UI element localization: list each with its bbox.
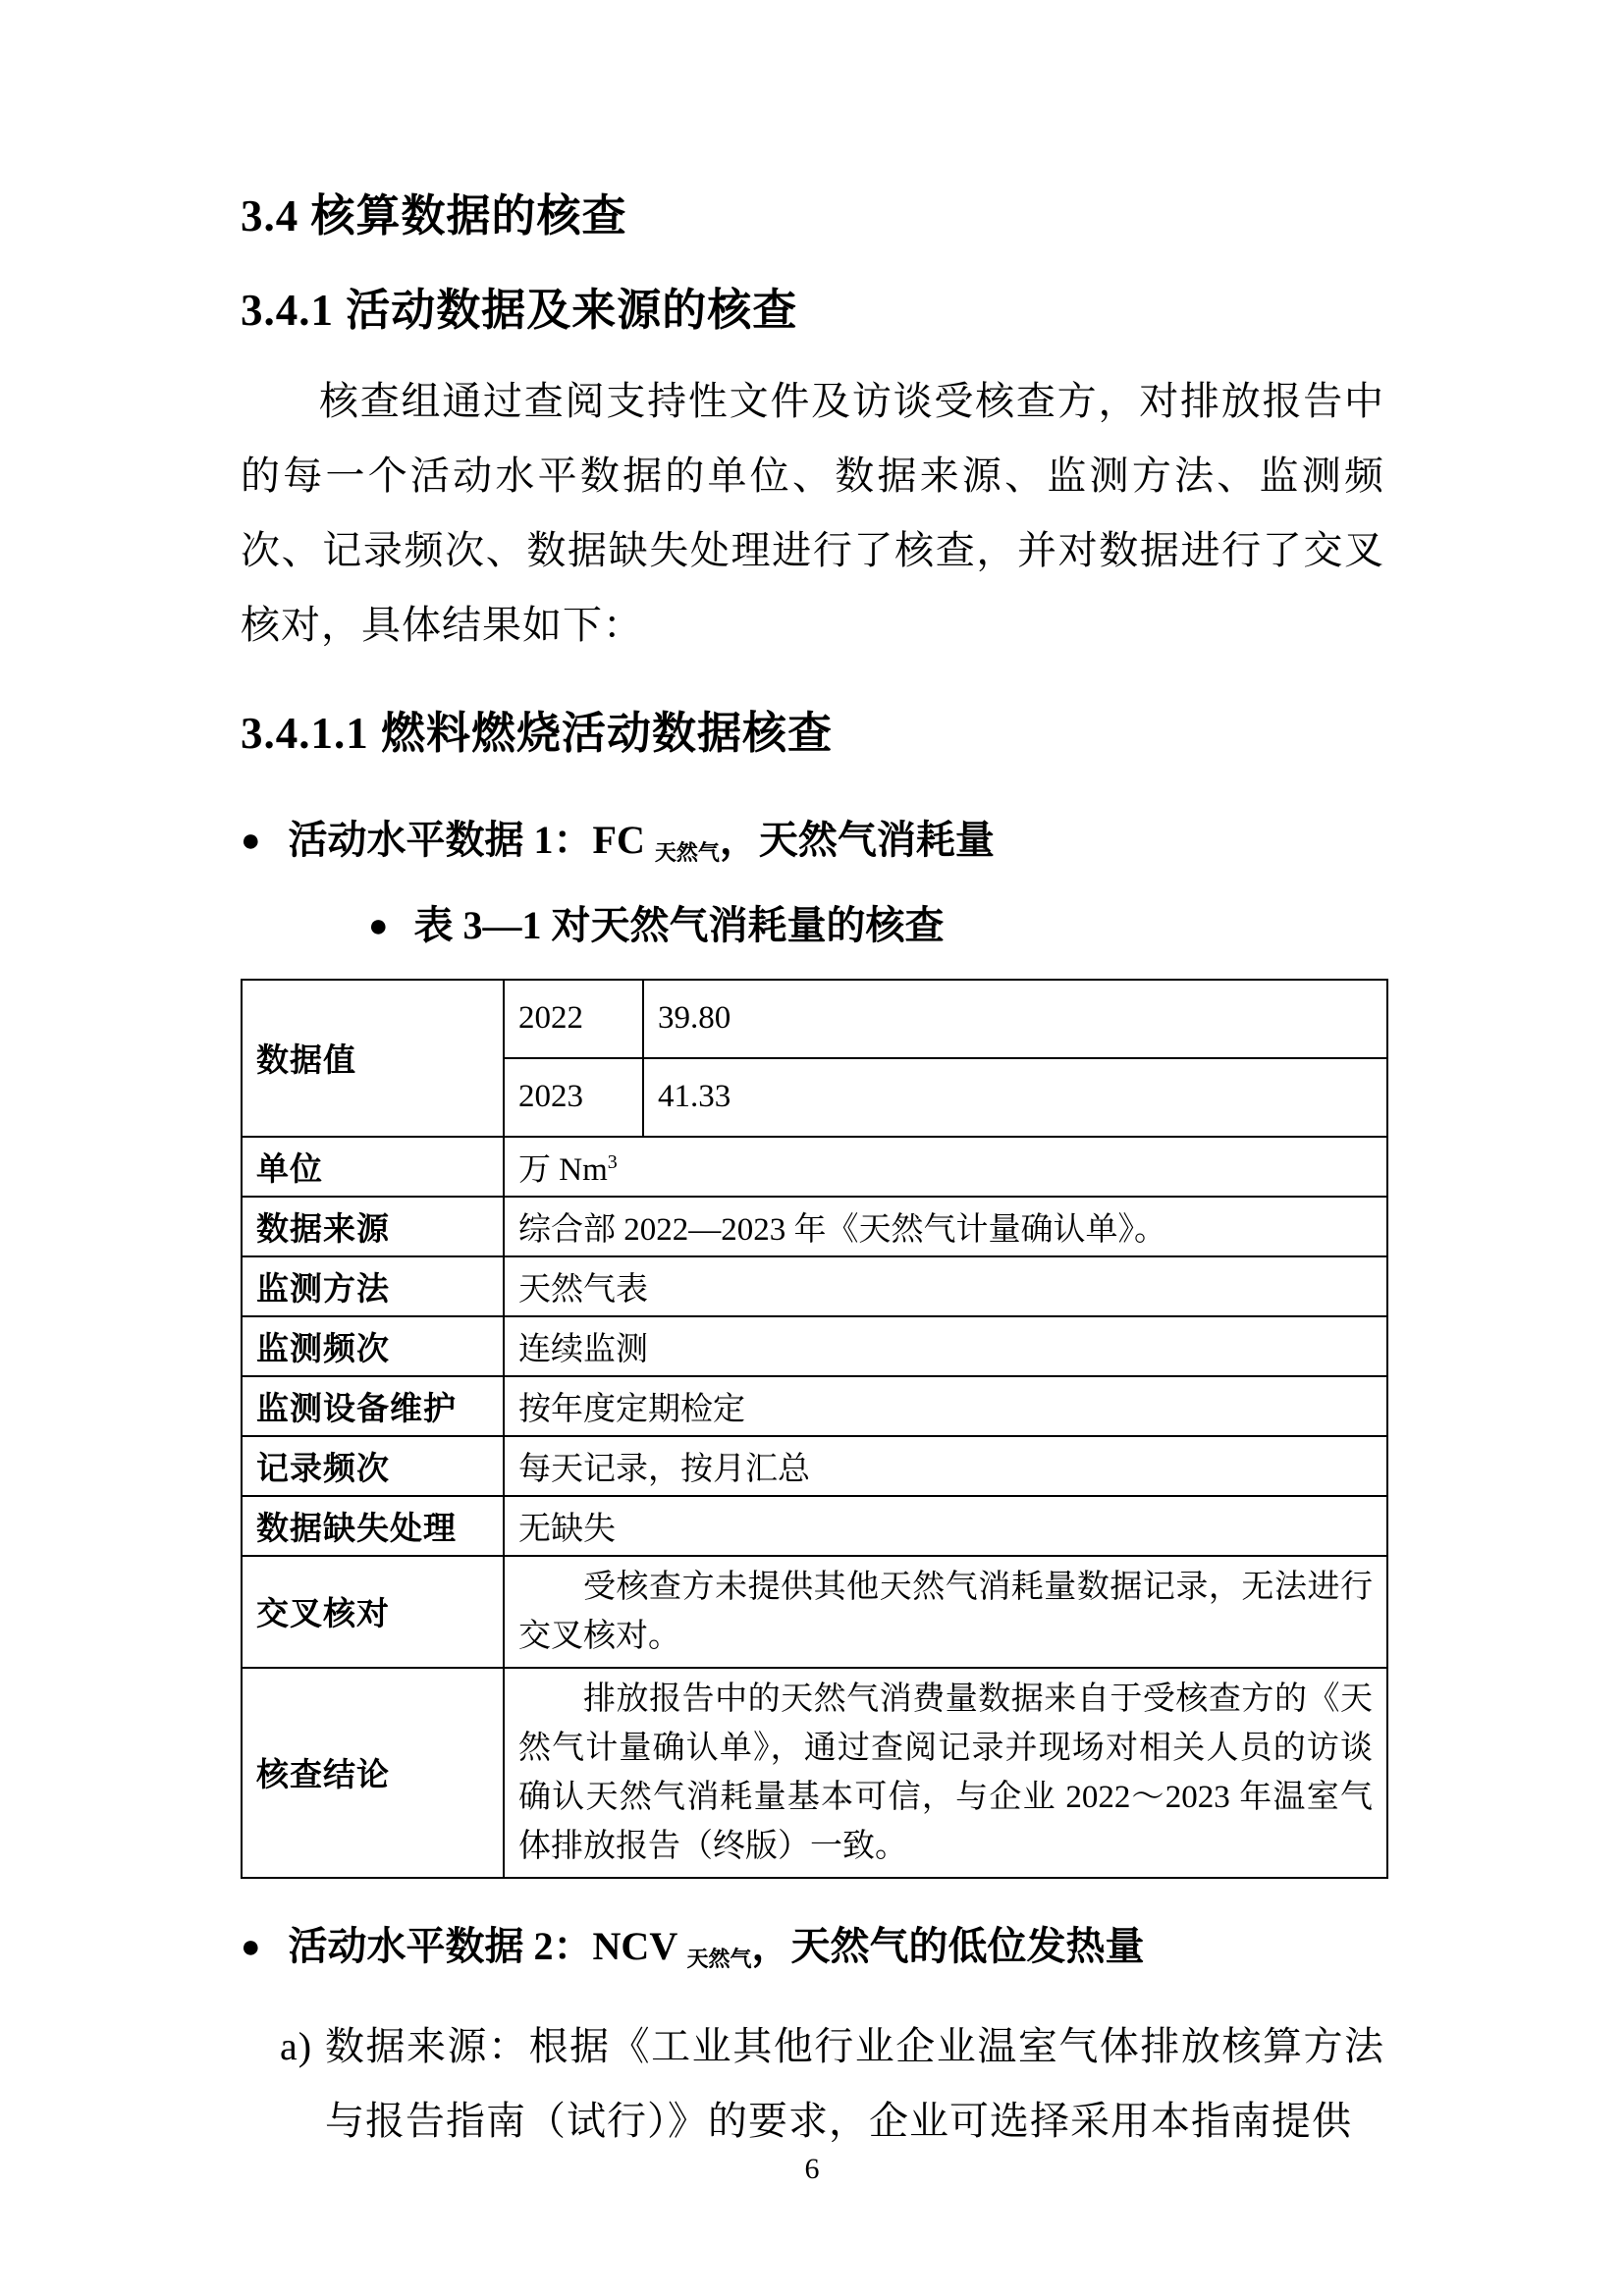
activity-data-1-prefix: 活动水平数据 1：FC: [288, 817, 655, 862]
table-row: [242, 1256, 1387, 1316]
intro-paragraph: 核查组通过查阅支持性文件及访谈受核查方，对排放报告中的每一个活动水平数据的单位、数据来源、监测方法、监测频次、记录频次、数据缺失处理进行了核查，并对数据进行了交叉核对，具体结果如下：: [241, 378, 1384, 647]
bullet-icon: ●: [241, 822, 261, 859]
unit-value-text: 万 Nm: [518, 1151, 608, 1188]
bullet-icon: ●: [241, 1928, 261, 1965]
row-value: 无缺失: [504, 1496, 1387, 1556]
cross-check-value: 受核查方未提供其他天然气消耗量数据记录，无法进行交叉核对。: [504, 1556, 1387, 1668]
activity-data-2-bullet: [241, 1922, 1384, 1984]
row-label: 数据来源: [242, 1197, 504, 1256]
row-label: 监测设备维护: [242, 1376, 504, 1436]
table-row: [242, 1668, 1387, 1878]
data-value-label: 数据值: [242, 980, 504, 1137]
year-cell: 2023: [504, 1058, 643, 1137]
heading-3-4-1-1: 3.4.1.1 燃料燃烧活动数据核查: [241, 708, 834, 758]
value-cell: 39.80: [643, 980, 1387, 1058]
table-row: [242, 1496, 1387, 1556]
value-cell: 41.33: [643, 1058, 1387, 1137]
heading-3-4: 3.4 核算数据的核查: [241, 191, 627, 240]
table-row: [242, 1436, 1387, 1496]
year-cell: 2022: [504, 980, 643, 1058]
unit-superscript: 3: [607, 1150, 618, 1173]
row-value: 每天记录，按月汇总: [504, 1436, 1387, 1496]
activity-data-2-prefix: 活动水平数据 2：NCV: [288, 1923, 687, 1968]
page-number: 6: [804, 2153, 820, 2185]
heading-3-4-1: 3.4.1 活动数据及来源的核查: [241, 286, 798, 336]
table-row: [242, 1556, 1387, 1668]
table-row: [242, 1137, 1387, 1197]
activity-data-1-suffix: ，天然气消耗量: [719, 817, 995, 862]
row-label: 监测频次: [242, 1316, 504, 1376]
list-item-a-marker: a): [280, 2023, 313, 2068]
unit-label: 单位: [242, 1137, 504, 1197]
table-caption: [368, 901, 1384, 951]
unit-value: [504, 1137, 1387, 1197]
list-item-a: [241, 2009, 1384, 2159]
row-label: 数据缺失处理: [242, 1496, 504, 1556]
row-value: 连续监测: [504, 1316, 1387, 1376]
activity-data-1-subscript: 天然气: [654, 839, 720, 865]
table-row: [242, 980, 1387, 1058]
conclusion-label: 核查结论: [242, 1668, 504, 1878]
activity-data-2-suffix: ，天然气的低位发热量: [751, 1923, 1145, 1968]
bullet-icon: ●: [368, 907, 389, 944]
table-row: [242, 1197, 1387, 1256]
activity-data-2-subscript: 天然气: [686, 1946, 752, 1971]
cross-check-label: 交叉核对: [242, 1556, 504, 1668]
verification-table: [241, 979, 1388, 1879]
row-value: 按年度定期检定: [504, 1376, 1387, 1436]
row-label: 监测方法: [242, 1256, 504, 1316]
row-value: 综合部 2022—2023 年《天然气计量确认单》。: [504, 1197, 1387, 1256]
row-label: 记录频次: [242, 1436, 504, 1496]
activity-data-1-bullet: [241, 816, 1384, 878]
list-item-a-text: 数据来源：根据《工业其他行业企业温室气体排放核算方法与报告指南（试行）》的要求，企业可选择采用本指南提供: [325, 2023, 1384, 2143]
row-value: 天然气表: [504, 1256, 1387, 1316]
conclusion-value: 排放报告中的天然气消费量数据来自于受核查方的《天然气计量确认单》，通过查阅记录并现场对相关人员的访谈确认天然气消耗量基本可信，与企业 2022～2023 年温室气体排放报告（终版）一致。: [504, 1668, 1387, 1878]
table-row: [242, 1376, 1387, 1436]
table-caption-text: 表 3—1 对天然气消耗量的核查: [413, 902, 945, 947]
table-row: [242, 1316, 1387, 1376]
